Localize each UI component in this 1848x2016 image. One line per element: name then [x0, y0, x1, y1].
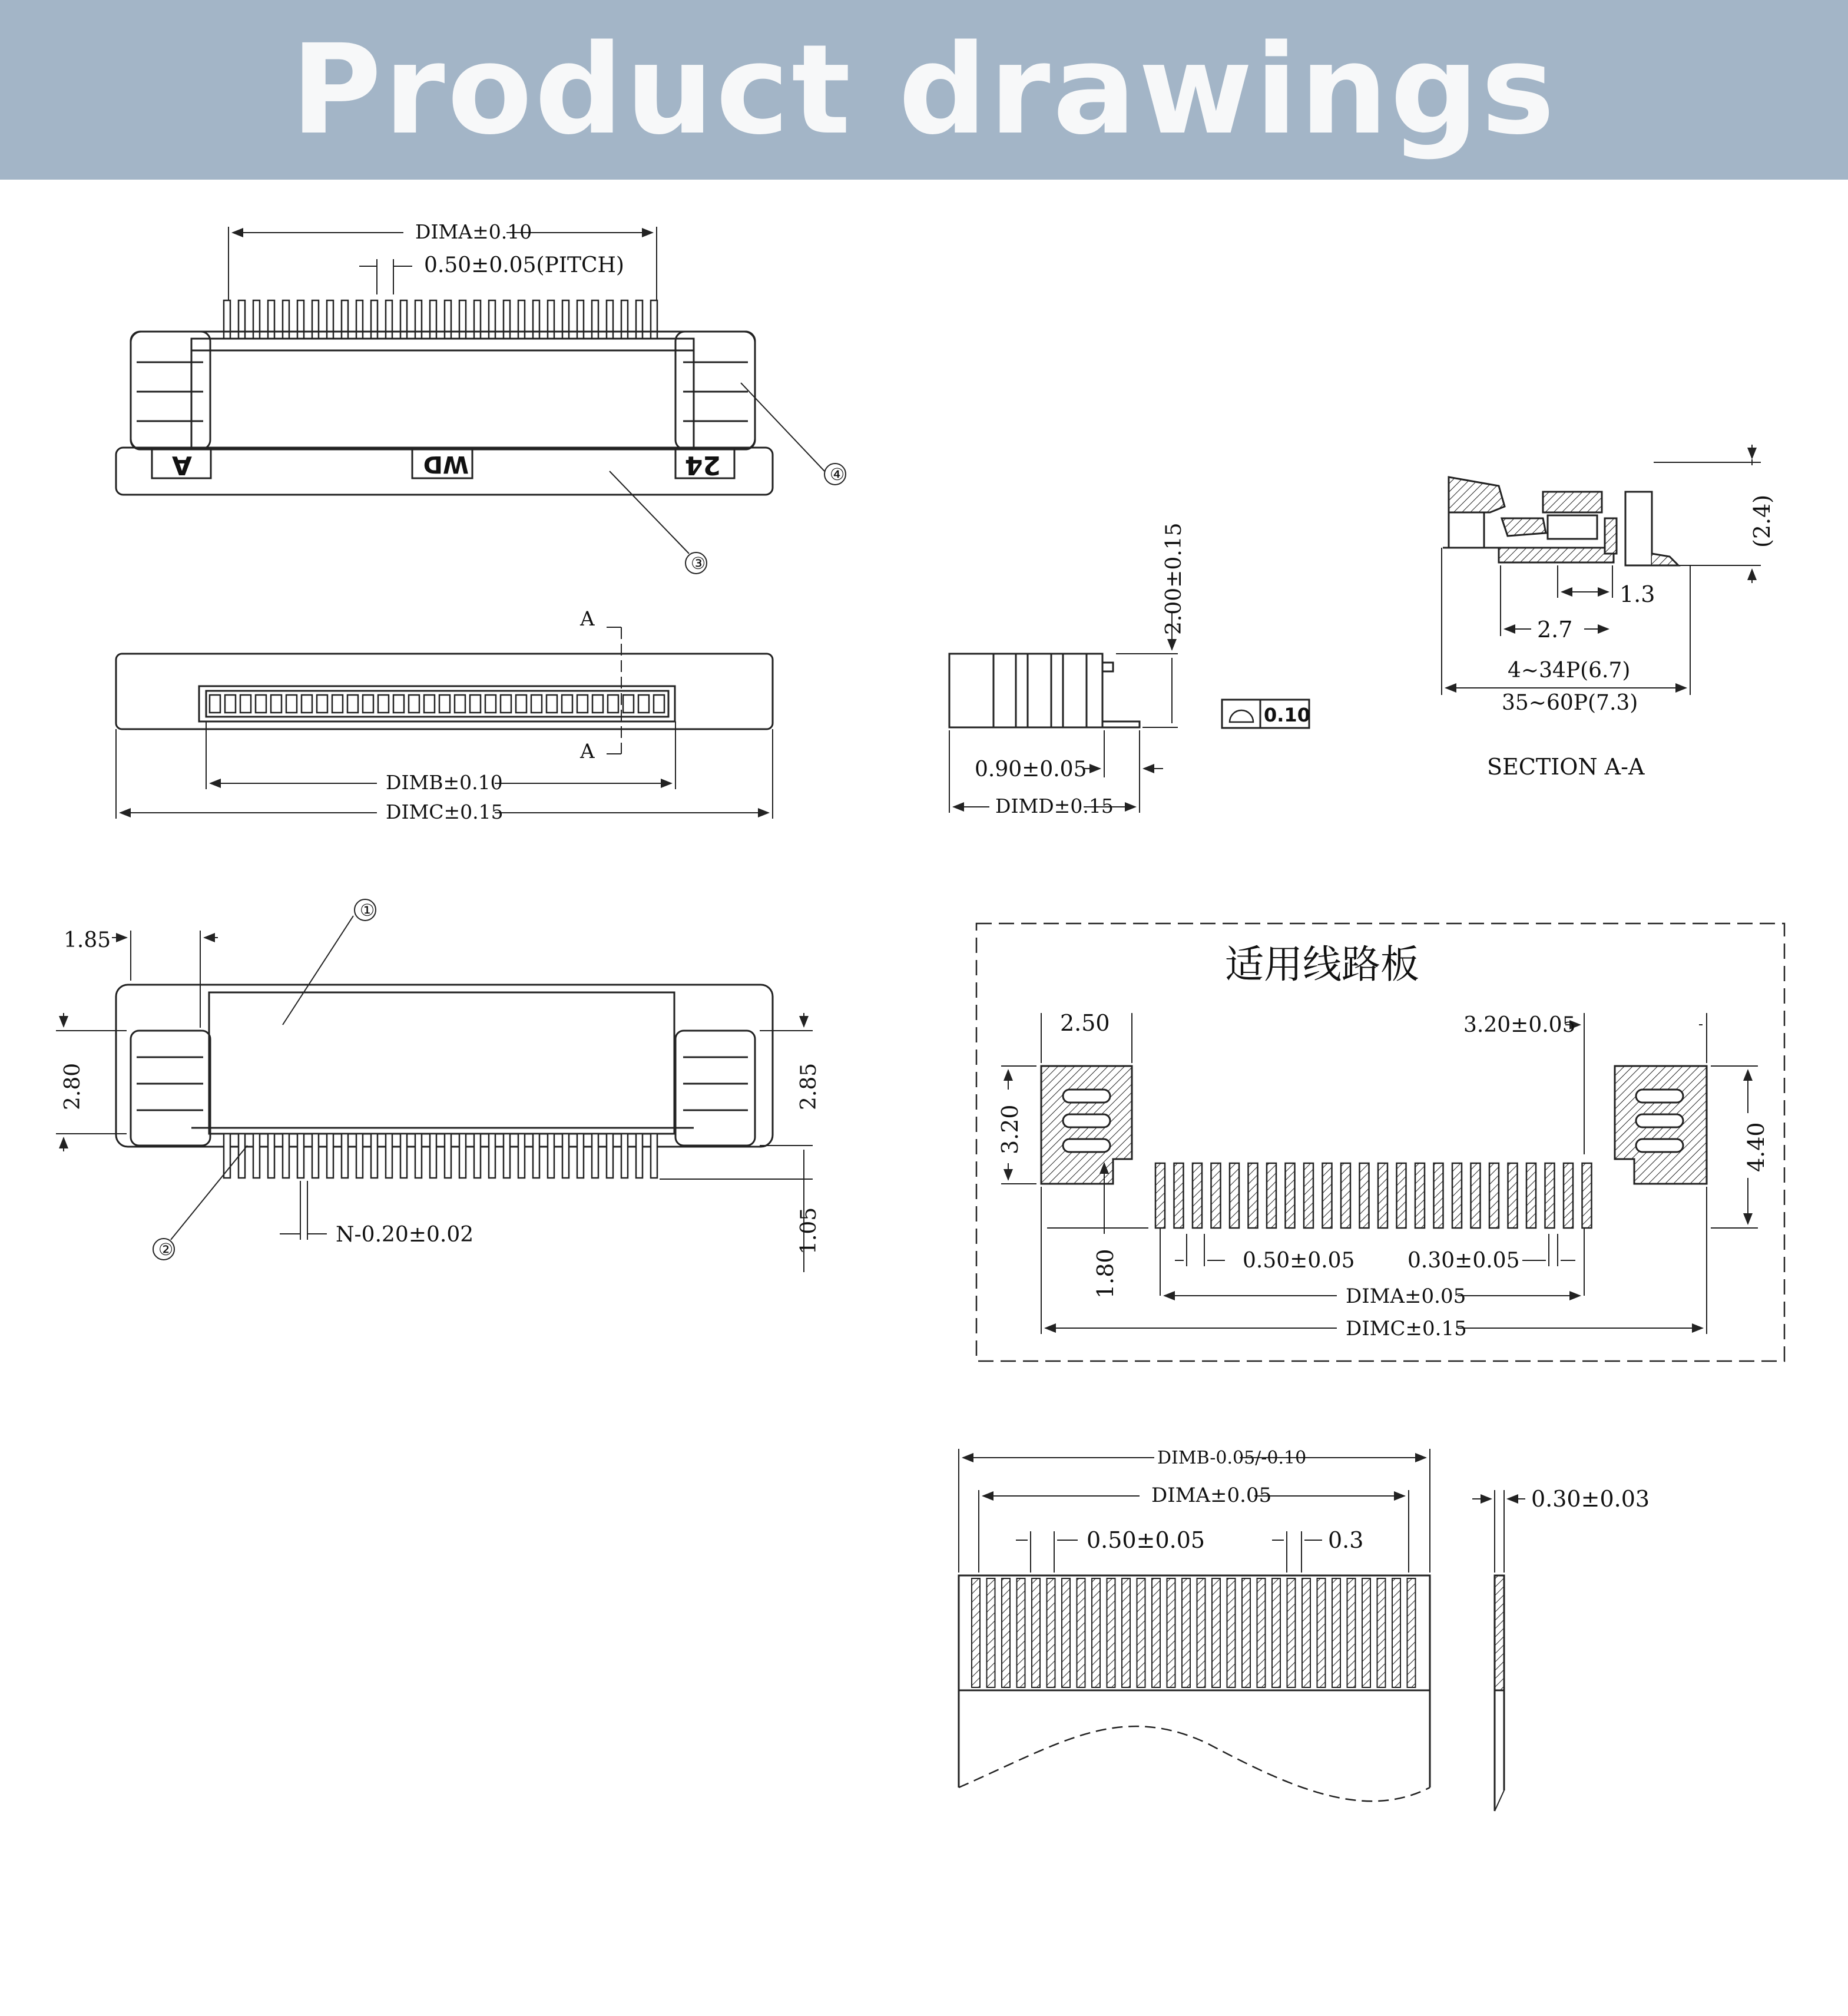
- flatness-value: 0.10: [1264, 704, 1310, 726]
- fpc-finger: [1002, 1578, 1010, 1687]
- front-contact: [501, 695, 511, 713]
- section-view: [1442, 445, 1761, 695]
- front-dim-b: DIMB±0.10: [386, 771, 503, 794]
- bottom-pin: [577, 1134, 584, 1178]
- front-contact: [547, 695, 557, 713]
- section-dim-27: 2.7: [1537, 617, 1573, 643]
- pcb-pad: [1230, 1163, 1239, 1228]
- pcb-pad: [1397, 1163, 1406, 1228]
- pcb-title: 适用线路板: [1225, 942, 1419, 987]
- pcb-pad: [1564, 1163, 1573, 1228]
- pcb-pitch: 0.50±0.05: [1243, 1249, 1355, 1273]
- bottom-pin: [489, 1134, 495, 1178]
- fpc-finger: [1182, 1578, 1190, 1687]
- pcb-pad: [1193, 1163, 1202, 1228]
- pcb-pad: [1174, 1163, 1184, 1228]
- bottom-pin: [474, 1134, 481, 1178]
- fpc-finger: [1272, 1578, 1280, 1687]
- pcb-pad: [1415, 1163, 1425, 1228]
- bottom-pin: [283, 1134, 289, 1178]
- front-contact: [210, 695, 220, 713]
- top-pin: [239, 300, 245, 339]
- bottom-pin: [607, 1134, 613, 1178]
- fpc-finger: [1287, 1578, 1296, 1687]
- fpc-finger: [1122, 1578, 1130, 1687]
- fpc-pad: 0.3: [1328, 1527, 1364, 1553]
- top-pin: [504, 300, 510, 339]
- bottom-pin: [312, 1134, 319, 1178]
- pcb-pad: [1211, 1163, 1221, 1228]
- bottom-pin: [327, 1134, 333, 1178]
- pcb-dim-c: DIMC±0.15: [1346, 1317, 1467, 1340]
- bottom-pin: [518, 1134, 525, 1178]
- fpc-finger: [1242, 1578, 1250, 1687]
- front-contact: [439, 695, 450, 713]
- bottom-pin: [415, 1134, 422, 1178]
- front-contact: [424, 695, 435, 713]
- fpc-finger: [1227, 1578, 1236, 1687]
- top-pin: [356, 300, 363, 339]
- bottom-pin: [297, 1134, 304, 1178]
- front-contact: [654, 695, 664, 713]
- fpc-finger: [972, 1578, 980, 1687]
- front-contact: [608, 695, 618, 713]
- top-pin: [253, 300, 260, 339]
- fpc-finger: [1077, 1578, 1085, 1687]
- fpc-finger: [1197, 1578, 1205, 1687]
- fpc-finger: [1302, 1578, 1310, 1687]
- bottom-pin: [548, 1134, 554, 1178]
- fpc-finger: [1377, 1578, 1386, 1687]
- side-view: [949, 613, 1309, 813]
- top-pin: [489, 300, 495, 339]
- section-mark-bottom: A: [580, 740, 595, 763]
- callout-1: ①: [360, 901, 375, 920]
- fpc-finger: [1317, 1578, 1326, 1687]
- pcb-pad: [1545, 1163, 1555, 1228]
- fpc-dim-b: DIMB-0.05/-0.10: [1157, 1448, 1307, 1468]
- fpc-finger: [1332, 1578, 1340, 1687]
- bottom-pin: [430, 1134, 436, 1178]
- bottom-pin: [592, 1134, 598, 1178]
- front-contact: [409, 695, 419, 713]
- front-contact: [378, 695, 389, 713]
- front-contact: [332, 695, 343, 713]
- top-pin: [415, 300, 422, 339]
- top-pin: [651, 300, 657, 339]
- section-caption: SECTION A-A: [1487, 754, 1645, 780]
- front-contact: [470, 695, 481, 713]
- bottom-view-pins: [224, 1134, 657, 1178]
- callout-4: ④: [830, 465, 845, 484]
- front-contact: [225, 695, 236, 713]
- bottom-pin: [621, 1134, 628, 1178]
- front-contact: [317, 695, 327, 713]
- bottom-pin: [562, 1134, 569, 1178]
- pcb-pad: [1434, 1163, 1443, 1228]
- top-pin: [430, 300, 436, 339]
- top-pin: [621, 300, 628, 339]
- top-pin: [283, 300, 289, 339]
- front-contact: [623, 695, 634, 713]
- marking-wd: WD: [423, 451, 469, 478]
- pcb-pad: [1304, 1163, 1313, 1228]
- bottom-pin: [504, 1134, 510, 1178]
- front-dim-c: DIMC±0.15: [386, 800, 504, 823]
- dim-185: 1.85: [64, 928, 111, 952]
- dim-285: 2.85: [797, 1062, 821, 1110]
- bottom-view: [56, 899, 813, 1272]
- top-view-pins: [224, 300, 657, 339]
- top-pin: [400, 300, 407, 339]
- section-range-large: 35~60P(7.3): [1502, 691, 1638, 715]
- marking-24: 24: [684, 450, 721, 480]
- callout-2: ②: [158, 1240, 174, 1259]
- bottom-pin: [342, 1134, 348, 1178]
- fpc-finger: [987, 1578, 995, 1687]
- pcb-dim-320: 3.20: [997, 1104, 1023, 1154]
- top-pin: [342, 300, 348, 339]
- pcb-pad: [1267, 1163, 1276, 1228]
- side-height: 2.00±0.15: [1162, 522, 1186, 635]
- bottom-pin: [533, 1134, 539, 1178]
- bottom-pin: [356, 1134, 363, 1178]
- front-contact: [286, 695, 297, 713]
- pcb-dim-180: 1.80: [1092, 1249, 1118, 1299]
- pcb-pad: [1452, 1163, 1462, 1228]
- front-contact: [455, 695, 465, 713]
- bottom-pin: [268, 1134, 274, 1178]
- fpc-pitch: 0.50±0.05: [1087, 1527, 1205, 1553]
- front-contact: [562, 695, 572, 713]
- pcb-pad-width: 0.30±0.05: [1407, 1249, 1520, 1273]
- dim-090: 0.90±0.05: [975, 757, 1087, 782]
- pin-width: N-0.20±0.02: [336, 1223, 474, 1247]
- fpc-finger: [1167, 1578, 1175, 1687]
- front-view-contacts: [210, 695, 664, 713]
- top-view: [116, 227, 846, 574]
- top-pin: [327, 300, 333, 339]
- section-dim-13: 1.3: [1620, 581, 1655, 607]
- pcb-dim-440: 4.40: [1743, 1122, 1769, 1172]
- front-contact: [271, 695, 281, 713]
- pcb-pad: [1378, 1163, 1387, 1228]
- bottom-pin: [371, 1134, 377, 1178]
- pcb-pad: [1471, 1163, 1481, 1228]
- fpc-finger: [1347, 1578, 1356, 1687]
- fpc-finger: [1212, 1578, 1220, 1687]
- front-contact: [347, 695, 358, 713]
- fpc-finger: [1152, 1578, 1160, 1687]
- fpc-finger: [1032, 1578, 1040, 1687]
- front-contact: [302, 695, 312, 713]
- pcb-pad: [1526, 1163, 1536, 1228]
- bottom-pin: [651, 1134, 657, 1178]
- front-contact: [516, 695, 526, 713]
- section-range-small: 4~34P(6.7): [1508, 658, 1631, 683]
- top-pin: [312, 300, 319, 339]
- pcb-pads: [1155, 1163, 1592, 1228]
- bottom-pin: [253, 1134, 260, 1178]
- page-title: Product drawings: [291, 18, 1557, 162]
- bottom-pin: [459, 1134, 466, 1178]
- pcb-pad: [1248, 1163, 1258, 1228]
- fpc-finger: [1062, 1578, 1070, 1687]
- fpc-finger: [1107, 1578, 1115, 1687]
- top-pitch: 0.50±0.05(PITCH): [424, 253, 624, 277]
- bottom-pin: [445, 1134, 451, 1178]
- front-contact: [485, 695, 496, 713]
- pcb-dim-250: 2.50: [1060, 1010, 1110, 1036]
- bottom-pin: [400, 1134, 407, 1178]
- section-mark-top: A: [580, 607, 595, 631]
- bottom-pin: [386, 1134, 392, 1178]
- pcb-dim-a: DIMA±0.05: [1346, 1285, 1466, 1308]
- top-pin: [592, 300, 598, 339]
- dim-280: 2.80: [61, 1062, 85, 1110]
- top-pin: [518, 300, 525, 339]
- fpc-finger: [1047, 1578, 1055, 1687]
- pcb-pad: [1489, 1163, 1499, 1228]
- top-pin: [636, 300, 643, 339]
- dim-d: DIMD±0.15: [995, 795, 1114, 817]
- top-pin: [268, 300, 274, 339]
- fpc-finger: [1362, 1578, 1370, 1687]
- front-contact: [256, 695, 266, 713]
- fpc-thickness: 0.30±0.03: [1531, 1486, 1650, 1512]
- pcb-pad: [1341, 1163, 1350, 1228]
- fpc-finger: [1017, 1578, 1025, 1687]
- pcb-pad: [1323, 1163, 1332, 1228]
- front-contact: [240, 695, 251, 713]
- front-contact: [638, 695, 649, 713]
- top-pin: [562, 300, 569, 339]
- top-dim-a: DIMA±0.10: [415, 220, 532, 243]
- fpc-finger: [1392, 1578, 1400, 1687]
- pcb-pad: [1360, 1163, 1369, 1228]
- pcb-slot-lines: [1063, 1090, 1683, 1152]
- front-contact: [592, 695, 603, 713]
- fpc-finger: [1092, 1578, 1100, 1687]
- top-pin: [577, 300, 584, 339]
- top-pin: [474, 300, 481, 339]
- front-contact: [531, 695, 542, 713]
- top-pin: [224, 300, 230, 339]
- top-pin: [371, 300, 377, 339]
- pcb-dim-320-tol: 3.20±0.05: [1463, 1013, 1576, 1037]
- fpc-dim-a: DIMA±0.05: [1151, 1484, 1272, 1507]
- top-pin: [459, 300, 466, 339]
- top-pin: [548, 300, 554, 339]
- top-pin: [445, 300, 451, 339]
- front-contact: [363, 695, 373, 713]
- front-contact: [393, 695, 404, 713]
- pcb-pad: [1155, 1163, 1165, 1228]
- section-dim-24: (2.4): [1749, 494, 1775, 548]
- top-pin: [533, 300, 539, 339]
- top-pin: [607, 300, 613, 339]
- marking-a: A: [171, 450, 192, 480]
- callout-3: ③: [691, 554, 706, 573]
- pcb-pad: [1286, 1163, 1295, 1228]
- top-pin: [297, 300, 304, 339]
- bottom-pin: [636, 1134, 643, 1178]
- front-contact: [577, 695, 588, 713]
- fpc-finger: [1407, 1578, 1416, 1687]
- pcb-pad: [1508, 1163, 1518, 1228]
- pcb-pad: [1582, 1163, 1592, 1228]
- fpc-finger: [1257, 1578, 1266, 1687]
- dim-105: 1.05: [797, 1207, 821, 1254]
- top-pin: [386, 300, 392, 339]
- fpc-finger: [1137, 1578, 1145, 1687]
